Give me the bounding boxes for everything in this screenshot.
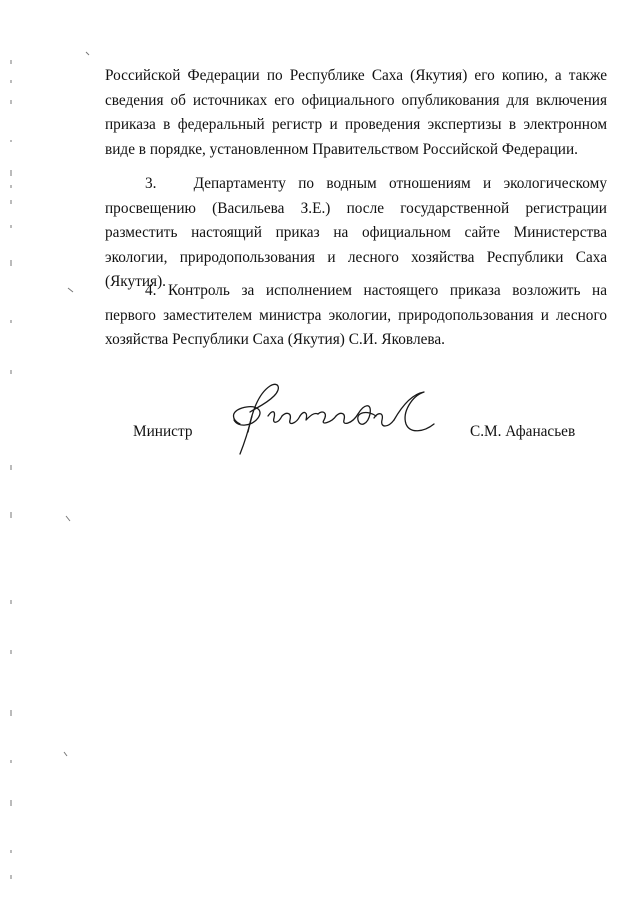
- paragraph-item-3: 3. Департаменту по водным отношениям и экологическому просвещению (Васильева З.Е.) после государственной регистрации разместить настоящий приказ на официальном сайте Министерства экологии, природопользования и лесного хозяйства Республики Саха (Якутия).: [105, 175, 607, 290]
- handwritten-signature: [212, 372, 452, 462]
- paragraph-continuation: Российской Федерации по Республике Саха (Якутия) его копию, а также сведения об источниках его официального опубликования для включения приказа в федеральный регистр и проведения экспертизы в электронном виде в порядке, установленном Правительством Российской Федерации.: [105, 67, 607, 158]
- signatory-role: Министр: [133, 423, 193, 440]
- signatory-name: С.М. Афанасьев: [470, 423, 576, 440]
- paragraph-item-4: 4. Контроль за исполнением настоящего приказа возложить на первого заместителем министра экологии, природопользования и лесного хозяйства Республики Саха (Якутия) С.И. Яковлева.: [105, 282, 607, 348]
